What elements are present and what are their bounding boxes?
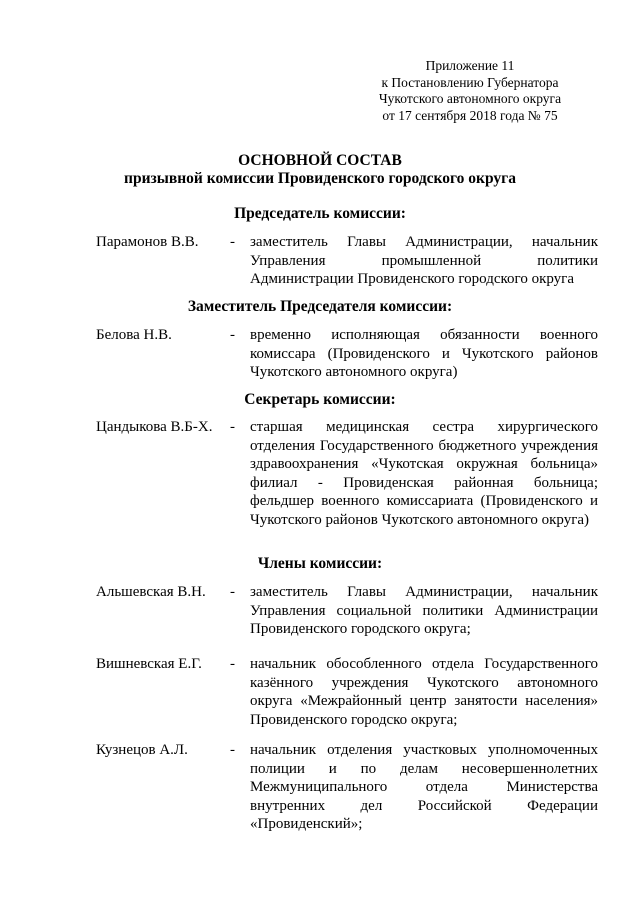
member-description: заместитель Главы Администрации, начальник Управления социальной политики Администрации Провиденского городского округа; — [250, 584, 598, 638]
deputy-dash: - — [230, 327, 235, 343]
deputy-name: Белова Н.В. — [96, 327, 172, 343]
chairman-description: заместитель Главы Администрации, начальник Управления промышленной политики Администрации Провиденского городского округа — [250, 234, 598, 288]
member-description: начальник обособленного отдела Государственного казённого учреждения Чукотского автономного округа «Межрайонный центр занятости населения» Провиденского городско округа; — [250, 656, 598, 728]
member-name: Кузнецов А.Л. — [96, 742, 188, 758]
chairman-name: Парамонов В.В. — [96, 234, 199, 250]
deputy-heading: Заместитель Председателя комиссии: — [187, 298, 453, 315]
appendix-block — [360, 58, 580, 124]
deputy-entry — [96, 326, 606, 382]
member-entry — [96, 741, 606, 834]
secretary-dash: - — [230, 419, 235, 435]
appendix-line-1: Приложение 11 — [425, 58, 515, 73]
appendix-line-4: от 17 сентября 2018 года № 75 — [382, 107, 558, 123]
document-subtitle: призывной комиссии Провиденского городского округа — [124, 170, 516, 187]
member-name: Вишневская Е.Г. — [96, 656, 202, 672]
secretary-heading: Секретарь комиссии: — [244, 391, 396, 408]
chairman-heading: Председатель комиссии: — [234, 205, 406, 222]
document-title: ОСНОВНОЙ СОСТАВ — [238, 152, 402, 169]
member-description: начальник отделения участковых уполномоченных полиции и по делам несовершеннолетних Межмуниципального отдела Министерства внутренних дел Российской Федерации «Провиденский»; — [250, 742, 598, 833]
member-entry — [96, 655, 606, 729]
members-heading: Члены комиссии: — [257, 555, 383, 572]
member-dash: - — [230, 742, 235, 758]
secretary-name: Цандыкова В.Б-Х. — [96, 419, 213, 435]
appendix-line-3: Чукотского автономного округа — [378, 91, 562, 106]
chairman-entry — [96, 233, 606, 289]
secretary-description: старшая медицинская сестра хирургического отделения Государственного бюджетного учреждения здравоохранения «Чукотская окружная больница» филиал - Провиденская районная больница; фельдшер военного комиссариата (Провиденского и Чукотского районов Чукотского автономного округа) — [250, 419, 598, 528]
appendix-line-2: к Постановлению Губернатора — [381, 74, 559, 90]
deputy-description: временно исполняющая обязанности военного комиссара (Провиденского и Чукотского районов Чукотского автономного округа) — [250, 327, 598, 381]
member-dash: - — [230, 584, 235, 600]
member-entry — [96, 583, 606, 639]
member-name: Альшевская В.Н. — [96, 584, 206, 600]
chairman-dash: - — [230, 234, 235, 250]
member-dash: - — [230, 656, 235, 672]
secretary-entry — [96, 418, 606, 530]
